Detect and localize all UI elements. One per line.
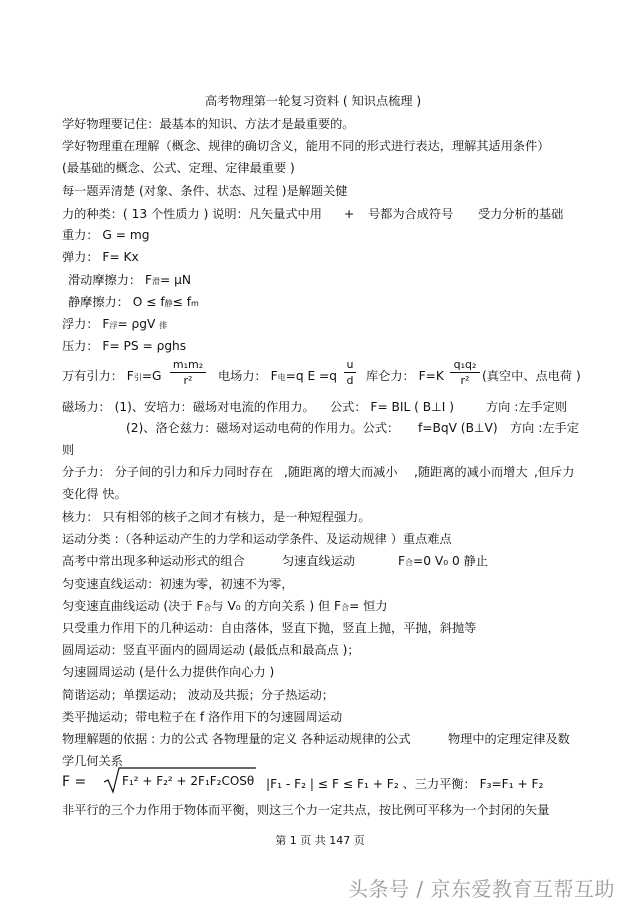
subscript: 浮 (109, 321, 118, 330)
text-fragment (218, 368, 337, 386)
text-fragment: f=BqV (B⊥V) (418, 421, 498, 435)
subscript: 合 (405, 558, 414, 567)
text-line: 核力： 只有相邻的核子之间才有核力，是一种短程强力。 (62, 510, 371, 524)
text-fragment: ,但斥力 (534, 465, 575, 479)
fraction-bar (344, 372, 356, 373)
subscript: 合 (203, 603, 212, 612)
sqrt-content: F₁² + F₂² + 2F₁F₂COSθ (122, 774, 255, 788)
text-line (62, 598, 388, 616)
text-fragment: ≤ f (172, 295, 192, 309)
subscript: 滑 (152, 277, 161, 286)
text-fragment: 物理中的定理定律及数 (448, 732, 570, 746)
fraction-denominator: d (346, 374, 354, 387)
sqrt-expression (104, 766, 256, 794)
text-line: 匀变速直线运动：初速为零，初速不为零， (62, 577, 294, 591)
text-line: 力的种类：( 13 个性质力 ) 说明：凡矢量式中用 (62, 207, 322, 221)
subscript: 合 (341, 603, 350, 612)
page-footer: 第 1 页 共 147 页 (275, 834, 365, 847)
text-fragment: 公式： F= BIL ( B⊥I ) (330, 400, 454, 414)
text-fragment: F = (62, 774, 87, 790)
text-line: 学好物理要记住：最基本的知识、方法才是最重要的。 (62, 117, 355, 131)
page-title: 高考物理第一轮复习资料 ( 知识点梳理 ) (205, 94, 422, 108)
text-line: 只受重力作用下的几种运动：自由落体，竖直下抛，竖直上抛，平抛，斜抛等 (62, 621, 477, 635)
text-line: (2)、洛仑兹力：磁场对运动电荷的作用力。公式： (126, 421, 400, 435)
text-line (62, 368, 161, 386)
text-line (68, 294, 199, 312)
text-line: 高考中常出现多种运动形式的组合 (62, 554, 245, 568)
text-fragment: = μN (160, 273, 191, 287)
text-fragment: 方向 :左手定则 (486, 400, 568, 414)
text-line: 重力： G = mg (62, 228, 150, 242)
subscript: 排 (159, 321, 168, 330)
fraction-denominator: r² (460, 374, 470, 387)
text-line: 简谐运动；单摆运动； 波动及共振；分子热运动； (62, 688, 334, 702)
text-fragment: 电场力： F (218, 369, 278, 383)
text-line: 非平行的三个力作用于物体而平衡，则这三个力一定共点，按比例可平移为一个封闭的矢量 (62, 803, 550, 817)
text-fragment: =G (141, 369, 162, 383)
text-fragment: F (398, 554, 406, 568)
text-line: 物理解题的依据 : 力的公式 各物理量的定义 各种运动规律的公式 (62, 732, 411, 746)
text-fragment: 浮力： F (62, 317, 110, 331)
text-fragment: |F₁ - F₂ | ≤ F ≤ F₁ + F₂ 、三力平衡： F₃=F₁ + F₂ (266, 777, 544, 791)
text-line: 磁场力： (1)、安培力：磁场对电流的作用力。 (62, 400, 315, 414)
subscript: 静 (164, 299, 173, 308)
text-fragment: ,随距离的增大而减小 (284, 465, 398, 479)
text-fragment: 号都为合成符号 (368, 207, 454, 221)
text-fragment: 万有引力： F (62, 369, 134, 383)
subscript: 电 (277, 373, 286, 382)
fraction-numerator: q₁q₂ (453, 358, 477, 371)
text-fragment: 受力分析的基础 (478, 207, 564, 221)
text-line: 则 (62, 443, 75, 457)
text-line: 运动分类 :（各种运动产生的力学和运动学条件、及运动规律 ）重点难点 (62, 532, 452, 546)
text-line (62, 316, 167, 334)
text-line: 压力： F= PS = ρghs (62, 339, 187, 353)
text-fragment: = ρgV (117, 317, 156, 331)
fraction-bar (170, 372, 206, 373)
text-fragment (398, 553, 488, 571)
text-line: 每一题弄清楚 (对象、条件、状态、过程 )是解题关健 (62, 184, 348, 198)
text-line: 圆周运动：竖直平面内的圆周运动 (最低点和最高点 )； (62, 643, 360, 657)
watermark: 头条号 / 京东爱教育互帮互助 (348, 877, 615, 901)
fraction-numerator: m₁m₂ (172, 358, 204, 371)
fraction-denominator: r² (183, 374, 193, 387)
text-fragment: (真空中、点电荷 ) (482, 369, 581, 383)
text-fragment: 与 V₀ 的方向关系 ) 但 F (211, 599, 342, 613)
text-line: 学几何关系 (62, 754, 123, 768)
fraction-numerator: u (346, 358, 354, 371)
text-fragment: 匀速直线运动 (282, 554, 356, 568)
subscript: 引 (133, 373, 142, 382)
coulomb-fraction (450, 358, 480, 387)
text-line (68, 272, 191, 290)
text-line: 类平抛运动；带电粒子在 f 洛作用下的匀速圆周运动 (62, 710, 343, 724)
text-line: 分子力： 分子间的引力和斥力同时存在 (62, 465, 274, 479)
text-fragment: =q E =q (285, 369, 337, 383)
text-line: (最基础的概念、公式、定理、定律最重要 ) (62, 161, 295, 175)
text-fragment: 方向 :左手定 (510, 421, 579, 435)
text-line: 学好物理重在理解（概念、规律的确切含义，能用不同的形式进行表达，理解其适用条件） (62, 139, 550, 153)
text-line: 匀速圆周运动 (是什么力提供作向心力 ) (62, 665, 275, 679)
text-fragment: = 恒力 (349, 599, 388, 613)
electric-fraction (344, 358, 356, 387)
text-line: 变化得 快。 (62, 487, 127, 501)
text-fragment: 滑动摩擦力： F (68, 273, 153, 287)
text-fragment: + (344, 207, 355, 221)
gravity-fraction (170, 358, 206, 387)
text-fragment: ,随距离的减小而增大 (414, 465, 528, 479)
subscript: m (191, 299, 199, 308)
text-fragment: 库仑力： F=K (366, 369, 444, 383)
fraction-bar (450, 372, 480, 373)
text-fragment: 静摩擦力： O ≤ f (68, 295, 165, 309)
text-line: 弹力： F= Kx (62, 250, 139, 264)
text-fragment: 匀变速直曲线运动 (决于 F (62, 599, 204, 613)
text-fragment: =0 V₀ 0 静止 (413, 554, 488, 568)
